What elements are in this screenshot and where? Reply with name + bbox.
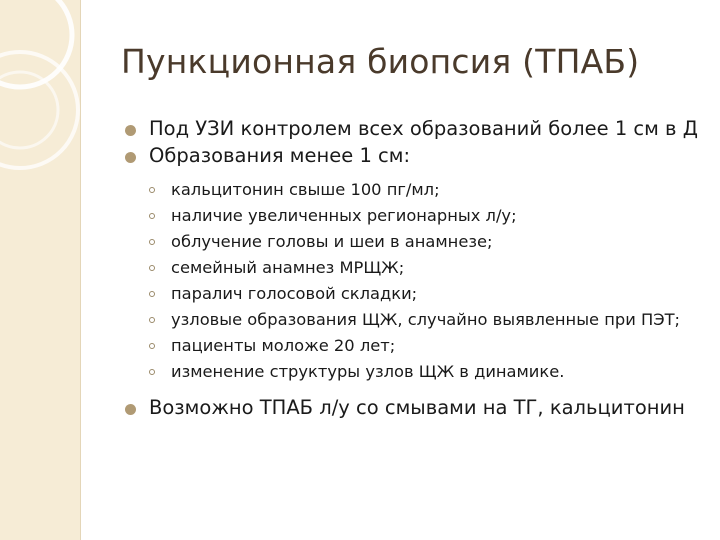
sub-bullet-text: изменение структуры узлов ЩЖ в динамике. <box>171 362 565 381</box>
bullet-item <box>125 118 705 140</box>
sub-bullet-item <box>125 361 705 383</box>
sub-bullet-text: наличие увеличенных регионарных л/у; <box>171 206 517 225</box>
sub-bullet-item <box>125 335 705 357</box>
ring-bullet-icon <box>149 291 155 297</box>
bullet-list <box>125 118 705 419</box>
bullet-text: Образования менее 1 см: <box>149 144 411 167</box>
ring-bullet-icon <box>149 317 155 323</box>
ring-bullet-icon <box>149 369 155 375</box>
sub-bullet-item <box>125 205 705 227</box>
sub-bullet-item <box>125 231 705 253</box>
sub-bullet-text: пациенты моложе 20 лет; <box>171 336 396 355</box>
ring-bullet-icon <box>149 265 155 271</box>
decorative-side-panel <box>0 0 81 540</box>
sub-bullet-text: облучение головы и шеи в анамнезе; <box>171 232 493 251</box>
bullet-text: Под УЗИ контролем всех образований более 1 см в Д <box>149 117 698 140</box>
ring-bullet-icon <box>149 343 155 349</box>
ring-bullet-icon <box>149 187 155 193</box>
sub-bullet-text: паралич голосовой складки; <box>171 284 418 303</box>
bullet-dot-icon <box>125 125 136 136</box>
sub-bullet-text: кальцитонин свыше 100 пг/мл; <box>171 180 440 199</box>
bullet-text: Возможно ТПАБ л/у со смывами на ТГ, кальцитонин <box>149 396 685 419</box>
sub-bullet-text: узловые образования ЩЖ, случайно выявленные при ПЭТ; <box>171 310 681 329</box>
ring-bullet-icon <box>149 239 155 245</box>
sub-bullet-item <box>125 283 705 305</box>
sub-bullet-item <box>125 179 705 201</box>
bullet-dot-icon <box>125 404 136 415</box>
sub-bullet-item <box>125 257 705 279</box>
bullet-dot-icon <box>125 152 136 163</box>
sub-bullet-item <box>125 309 705 331</box>
slide-title: Пункционная биопсия (ТПАБ) <box>121 42 640 81</box>
bullet-item <box>125 397 705 419</box>
ring-bullet-icon <box>149 213 155 219</box>
decorative-circles-graphic <box>0 0 80 540</box>
sub-bullet-text: семейный анамнез МРЩЖ; <box>171 258 405 277</box>
bullet-item <box>125 145 705 167</box>
